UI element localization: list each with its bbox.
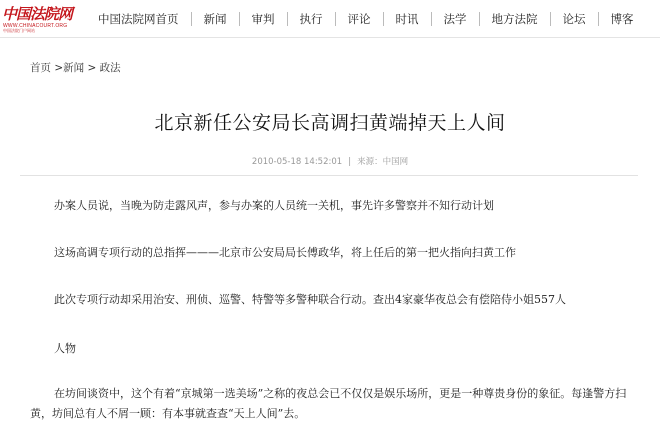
breadcrumb — [30, 60, 121, 75]
site-logo[interactable] — [2, 3, 82, 33]
article-meta — [0, 155, 660, 167]
article-paragraph: 人物 — [54, 342, 76, 355]
main-nav — [86, 0, 646, 37]
logo-tagline: 中国法院门户网站 — [3, 28, 35, 33]
nav-item-commentary[interactable]: 评论 — [335, 12, 383, 26]
nav-item-law-study[interactable]: 法学 — [431, 12, 479, 26]
nav-item-news[interactable]: 新闻 — [191, 12, 239, 26]
title-divider — [20, 175, 638, 176]
nav-item-home[interactable]: 中国法院网首页 — [98, 11, 179, 26]
breadcrumb-category-link[interactable]: 政法 — [99, 62, 121, 74]
nav-item-forum[interactable]: 论坛 — [550, 12, 598, 26]
nav-item-trial[interactable]: 审判 — [239, 12, 287, 26]
breadcrumb-news-link[interactable]: 新闻 — [63, 62, 85, 74]
top-navigation-bar — [0, 0, 660, 38]
article-paragraph: 此次专项行动却采用治安、刑侦、巡警、特警等多警种联合行动。查出4家豪华夜总会有偿陪侍小姐557人 — [54, 293, 566, 306]
nav-item-local-courts[interactable]: 地方法院 — [479, 12, 550, 26]
article-paragraph: 办案人员说，当晚为防走露风声，参与办案的人员统一关机，事先许多警察并不知行动计划 — [54, 199, 494, 212]
nav-item-blog[interactable]: 博客 — [598, 12, 646, 26]
logo-text: 中国法院网 — [2, 5, 73, 23]
breadcrumb-home-link[interactable]: 首页 — [30, 62, 51, 74]
breadcrumb-separator: > — [84, 62, 100, 74]
nav-item-enforcement[interactable]: 执行 — [287, 12, 335, 26]
meta-separator: | — [348, 157, 352, 167]
article-paragraph: 这场高调专项行动的总指挥———北京市公安局局长傅政华，将上任后的第一把火指向扫黄工作 — [54, 246, 516, 259]
nav-item-current-news[interactable]: 时讯 — [383, 12, 431, 26]
breadcrumb-separator: > — [51, 62, 64, 74]
article-paragraph: 在坊间谈资中，这个有着“京城第一选美场”之称的夜总会已不仅仅是娱乐场所，更是一种尊贵身份的象征。每逢警方扫黄，坊间总有人不屑一顾：有本事就查查“天上人间”去。 — [30, 387, 627, 420]
article-source: 来源：中国网 — [357, 157, 409, 167]
article-date: 2010-05-18 14:52:01 — [251, 157, 343, 167]
logo-url: WWW.CHINACOURT.ORG — [3, 23, 68, 29]
article-title: 北京新任公安局长高调扫黄端掉天上人间 — [154, 112, 506, 134]
